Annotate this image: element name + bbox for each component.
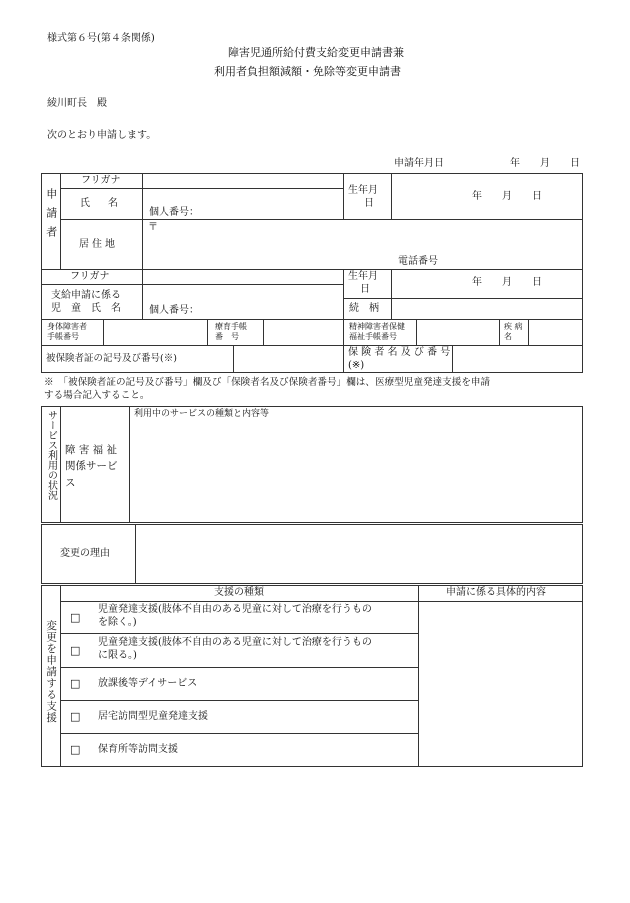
physical-cert-label [47, 322, 87, 341]
child-furigana-value[interactable] [142, 269, 344, 285]
applicant-furigana-value[interactable] [142, 173, 344, 189]
child-name-label-line2: 児 童 氏 名 [51, 302, 121, 314]
support-item-2-line1: 児童発達支援(肢体不自由のある児童に対して治療を行うもの [98, 637, 372, 648]
postal-mark: 〒 [148, 222, 158, 233]
support-item-checkbox-3[interactable]: □ [70, 677, 81, 690]
support-item-label-4: 居宅訪問型児童発達支援 [98, 711, 208, 722]
relationship-value[interactable] [391, 298, 583, 320]
applicant-furigana-label: フリガナ [81, 175, 121, 186]
support-section-label: 変更を申請する支援 [45, 620, 58, 724]
support-item-label-1 [98, 604, 372, 629]
form-title-line1: 障害児通所給付費支給変更申請書兼 [228, 46, 404, 59]
insurer-label-line1: 保 険 者 名 及 び 番 号 [348, 347, 451, 358]
child-name-label-line1: 支給申請に係る [51, 290, 121, 301]
child-furigana-label: フリガナ [70, 271, 110, 282]
child-birth-label [348, 271, 378, 296]
applicant-birth-label [348, 185, 378, 210]
relationship-label: 続 柄 [349, 303, 379, 314]
child-birth-fields: 年 月 日 [472, 277, 542, 288]
support-item-1-line1: 児童発達支援(肢体不自由のある児童に対して治療を行うもの [98, 604, 372, 615]
support-item-2-line2: に限る。) [98, 649, 137, 661]
reason-value[interactable] [135, 524, 583, 584]
support-item-label-2 [98, 637, 372, 662]
support-detail-value[interactable] [418, 601, 583, 767]
insured-number-value[interactable] [233, 345, 344, 373]
insurer-label-line2: (※) [348, 359, 365, 371]
note-line2: する場合記入すること。 [44, 390, 150, 401]
support-detail-header: 申請に係る具体的内容 [446, 587, 546, 598]
disease-label-line1: 疾 病 [504, 322, 523, 331]
service-content-value[interactable] [129, 406, 583, 523]
intro-text: 次のとおり申請します。 [47, 130, 157, 141]
rehab-cert-value[interactable] [263, 319, 344, 346]
support-item-checkbox-5[interactable]: □ [70, 743, 81, 756]
reason-label: 変更の理由 [60, 548, 110, 559]
applicant-address-label: 居住地 [79, 239, 118, 250]
support-item-checkbox-2[interactable]: □ [70, 644, 81, 657]
disease-value[interactable] [528, 319, 583, 346]
form-number: 様式第６号(第４条関係) [47, 33, 155, 44]
mental-cert-value[interactable] [416, 319, 500, 346]
mental-cert-label [349, 322, 405, 341]
date-fields: 年 月 日 [510, 158, 580, 169]
child-personal-number-label: 個人番号： [149, 305, 199, 316]
support-item-checkbox-4[interactable]: □ [70, 710, 81, 723]
service-category-line1: 障 害 福 祉 [65, 444, 118, 456]
rehab-cert-label [215, 322, 247, 341]
insurer-value[interactable] [452, 345, 583, 373]
child-birth-label-line1: 生年月 [348, 271, 378, 282]
service-content-label: 利用中のサービスの種類と内容等 [134, 409, 270, 419]
applicant-address-value[interactable] [142, 219, 583, 270]
form-title-line2: 利用者負担額減額・免除等変更申請書 [214, 65, 401, 78]
service-status-section-label: サービス利用の状況 [45, 410, 57, 500]
physical-cert-label-line1: 身体障害者 [47, 322, 87, 331]
support-item-label-3: 放課後等デイサービス [98, 678, 198, 689]
phone-label: 電話番号 [398, 256, 438, 267]
support-item-1-line2: を除く。) [98, 616, 137, 628]
physical-cert-label-line2: 手帳番号 [47, 331, 79, 341]
mental-cert-label-line1: 精神障害者保健 [349, 322, 405, 331]
service-category-line2: 関係サービ [65, 460, 118, 473]
disease-label [504, 322, 523, 341]
child-birth-label-line2: 日 [360, 283, 370, 295]
date-label: 申請年月日 [394, 158, 444, 169]
applicant-birth-label-line1: 生年月 [348, 185, 378, 196]
applicant-birth-label-line2: 日 [364, 197, 374, 209]
applicant-section-label: 申請者 [44, 188, 58, 245]
addressee: 綾川町長 殿 [47, 98, 107, 109]
insured-number-label: 被保険者証の記号及び番号(※) [46, 353, 177, 364]
rehab-cert-label-line2: 番 号 [215, 331, 239, 341]
support-item-label-5: 保育所等訪問支援 [98, 744, 178, 755]
disease-label-line2: 名 [504, 331, 512, 341]
insurer-label [348, 347, 450, 372]
mental-cert-label-line2: 福祉手帳番号 [349, 331, 397, 341]
applicant-personal-number-label: 個人番号： [149, 207, 199, 218]
note-line1: ※ 「被保険者証の記号及び番号」欄及び「保険者名及び保険者番号」欄は、医療型児童発達支援を申請 [44, 377, 491, 388]
service-category-label [65, 442, 118, 491]
support-type-header: 支援の種類 [214, 587, 264, 598]
service-category-line3: ス [65, 476, 76, 489]
rehab-cert-label-line1: 療育手帳 [215, 322, 247, 331]
child-name-label [51, 290, 121, 315]
physical-cert-value[interactable] [103, 319, 208, 346]
support-item-checkbox-1[interactable]: □ [70, 611, 81, 624]
applicant-birth-fields: 年 月 日 [472, 191, 542, 202]
applicant-name-label: 氏 名 [80, 198, 122, 209]
